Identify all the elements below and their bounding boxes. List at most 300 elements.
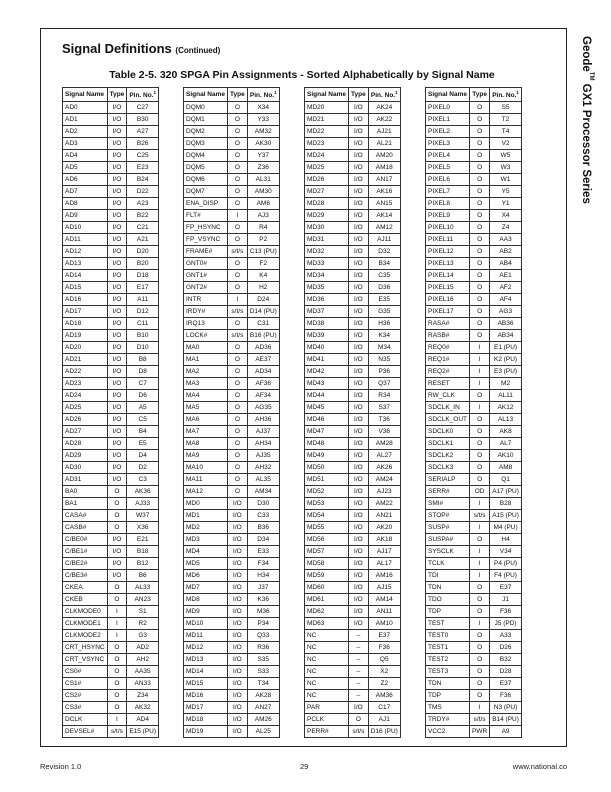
signal-type: I/O — [349, 342, 369, 354]
pin-number: AH32 — [247, 462, 279, 474]
signal-name: MD14 — [184, 666, 228, 678]
signal-name: PIXEL7 — [426, 186, 470, 198]
signal-name: DCLK — [63, 714, 108, 726]
signal-name: TEST2 — [426, 654, 470, 666]
pin-number: AM16 — [368, 570, 400, 582]
signal-type: s/t/s — [228, 330, 248, 342]
pin-number: E15 (PU) — [127, 726, 159, 738]
pin-number: W1 — [490, 174, 522, 186]
table-row — [305, 294, 401, 306]
signal-name: MD36 — [305, 294, 349, 306]
signal-name: CRT_HSYNC — [63, 642, 108, 654]
pin-number: R36 — [247, 642, 279, 654]
table-row — [63, 150, 159, 162]
signal-type: O — [470, 210, 490, 222]
signal-type: I/O — [107, 366, 127, 378]
table-row — [63, 234, 159, 246]
signal-type: I/O — [349, 546, 369, 558]
signal-type: I/O — [349, 402, 369, 414]
section-title-text: Signal Definitions — [62, 41, 172, 56]
signal-type: I/O — [349, 606, 369, 618]
table-row — [305, 546, 401, 558]
signal-type: -- — [349, 690, 369, 702]
signal-name: DQM2 — [184, 126, 228, 138]
table-row — [184, 258, 280, 270]
pin-number: V36 — [368, 426, 400, 438]
col-pin-no — [247, 88, 279, 102]
table-row — [184, 558, 280, 570]
signal-type: I/O — [349, 306, 369, 318]
table-row — [184, 150, 280, 162]
signal-name: SDCLK_OUT — [426, 414, 470, 426]
table-row — [305, 198, 401, 210]
signal-type: O — [470, 426, 490, 438]
table-row — [426, 222, 522, 234]
signal-name: MA3 — [184, 378, 228, 390]
pin-number: AH34 — [247, 438, 279, 450]
table-row — [63, 534, 159, 546]
signal-name: TDN — [426, 582, 470, 594]
signal-name: AD10 — [63, 222, 108, 234]
table-row — [426, 582, 522, 594]
signal-name: MA10 — [184, 462, 228, 474]
signal-name: MD19 — [184, 726, 228, 738]
signal-name: TRDY# — [426, 714, 470, 726]
pin-number: D12 — [127, 306, 159, 318]
signal-name: MD44 — [305, 390, 349, 402]
signal-type: I — [107, 606, 127, 618]
signal-type: O — [107, 642, 127, 654]
table-row — [305, 210, 401, 222]
signal-name: PIXEL8 — [426, 198, 470, 210]
signal-type: O — [107, 678, 127, 690]
signal-type: I — [470, 342, 490, 354]
signal-name: MD40 — [305, 342, 349, 354]
signal-type: -- — [349, 666, 369, 678]
table-row — [184, 366, 280, 378]
signal-type: I/O — [107, 234, 127, 246]
signal-type: O — [228, 114, 248, 126]
signal-name: TDO — [426, 594, 470, 606]
signal-name: PIXEL12 — [426, 246, 470, 258]
signal-name: TEST0 — [426, 630, 470, 642]
table-row — [426, 570, 522, 582]
table-row — [63, 606, 159, 618]
table-row — [63, 510, 159, 522]
signal-name: SUSP# — [426, 522, 470, 534]
table-row — [426, 642, 522, 654]
signal-type: -- — [349, 654, 369, 666]
signal-name: MD43 — [305, 378, 349, 390]
signal-name: TEST1 — [426, 642, 470, 654]
table-row — [426, 630, 522, 642]
table-row — [305, 342, 401, 354]
pin-number: AK28 — [247, 690, 279, 702]
pin-number: D20 — [127, 246, 159, 258]
header-row — [63, 88, 159, 102]
table-row — [426, 690, 522, 702]
signal-name: AD23 — [63, 378, 108, 390]
signal-type: O — [470, 582, 490, 594]
table-row — [426, 402, 522, 414]
table-row — [305, 462, 401, 474]
pin-number: C25 — [127, 150, 159, 162]
pin-number: AK22 — [368, 114, 400, 126]
table-row — [184, 654, 280, 666]
signal-type: I/O — [349, 486, 369, 498]
table-row — [184, 270, 280, 282]
signal-type: I/O — [228, 666, 248, 678]
pin-number: AM6 — [247, 198, 279, 210]
signal-type: s/t/s — [470, 714, 490, 726]
pin-number: D36 — [368, 282, 400, 294]
table-row — [63, 246, 159, 258]
signal-name: SMI# — [426, 498, 470, 510]
pin-number: D2 — [127, 462, 159, 474]
signal-name: MA7 — [184, 426, 228, 438]
col-signal-name: Signal Name — [426, 88, 470, 102]
pin-number: AL35 — [247, 474, 279, 486]
signal-name: SDCLK3 — [426, 462, 470, 474]
table-row — [426, 474, 522, 486]
signal-type: O — [470, 150, 490, 162]
signal-type: O — [228, 462, 248, 474]
pin-number: B30 — [127, 114, 159, 126]
pin-number: AM28 — [368, 438, 400, 450]
signal-name: BA0 — [63, 486, 108, 498]
table-row — [305, 438, 401, 450]
signal-name: MD28 — [305, 198, 349, 210]
signal-name: MD27 — [305, 186, 349, 198]
signal-type: O — [470, 642, 490, 654]
signal-name: MD46 — [305, 414, 349, 426]
signal-type: O — [470, 198, 490, 210]
signal-type: I/O — [228, 642, 248, 654]
pin-number: E37 — [368, 630, 400, 642]
table-row — [184, 714, 280, 726]
signal-name: CASB# — [63, 522, 108, 534]
signal-type: O — [470, 450, 490, 462]
signal-type: I/O — [228, 606, 248, 618]
pin-number: X34 — [247, 102, 279, 114]
table-row — [184, 630, 280, 642]
signal-type: I/O — [228, 522, 248, 534]
table-row — [305, 150, 401, 162]
signal-name: MD25 — [305, 162, 349, 174]
pin-number: K2 (PU) — [490, 354, 522, 366]
signal-name: MA11 — [184, 474, 228, 486]
table-row — [305, 498, 401, 510]
col-signal-name: Signal Name — [63, 88, 108, 102]
signal-type: I/O — [349, 354, 369, 366]
signal-name: SDCLK2 — [426, 450, 470, 462]
signal-type: I/O — [349, 534, 369, 546]
signal-name: DQM0 — [184, 102, 228, 114]
pin-number: D22 — [127, 186, 159, 198]
signal-name: SDCLK0 — [426, 426, 470, 438]
signal-type: PWR — [470, 726, 490, 738]
pin-number: AG3 — [490, 306, 522, 318]
table-row — [184, 594, 280, 606]
signal-type: I — [470, 402, 490, 414]
table-row — [426, 114, 522, 126]
signal-name: AD18 — [63, 318, 108, 330]
signal-type: I/O — [107, 534, 127, 546]
col-type: Type — [107, 88, 127, 102]
signal-type: O — [228, 474, 248, 486]
signal-name: MA4 — [184, 390, 228, 402]
pin-number: AL21 — [368, 138, 400, 150]
table-row — [305, 414, 401, 426]
signal-name: CS3# — [63, 702, 108, 714]
signal-type: I/O — [228, 714, 248, 726]
pin-number: D14 (PU) — [247, 306, 279, 318]
signal-name: PIXEL11 — [426, 234, 470, 246]
signal-name: SYSCLK — [426, 546, 470, 558]
pin-number: S1 — [127, 606, 159, 618]
pin-number: AN23 — [127, 594, 159, 606]
signal-name: AD4 — [63, 150, 108, 162]
signal-type: I/O — [107, 474, 127, 486]
signal-name: AD5 — [63, 162, 108, 174]
pin-number: AM20 — [368, 150, 400, 162]
table-row — [184, 114, 280, 126]
signal-type: I/O — [349, 474, 369, 486]
signal-type: O — [228, 402, 248, 414]
pin-number: AE37 — [247, 354, 279, 366]
signal-type: O — [228, 354, 248, 366]
table-row — [63, 462, 159, 474]
signal-type: I/O — [349, 558, 369, 570]
signal-type: O — [228, 150, 248, 162]
table-row — [63, 102, 159, 114]
signal-name: MD31 — [305, 234, 349, 246]
signal-name: AD19 — [63, 330, 108, 342]
signal-type: O — [470, 174, 490, 186]
signal-name: DQM3 — [184, 138, 228, 150]
signal-name: BA1 — [63, 498, 108, 510]
signal-type: I/O — [107, 270, 127, 282]
table-row — [63, 618, 159, 630]
table-row — [184, 354, 280, 366]
signal-name: MD8 — [184, 594, 228, 606]
pin-number: S33 — [247, 666, 279, 678]
table-row — [184, 234, 280, 246]
table-row — [184, 666, 280, 678]
signal-name: MD23 — [305, 138, 349, 150]
pin-number: C21 — [127, 222, 159, 234]
col-pin-label: Pin. No. — [249, 92, 275, 100]
signal-type: I/O — [107, 282, 127, 294]
pin-number: B28 — [490, 498, 522, 510]
signal-name: CLKMODE0 — [63, 606, 108, 618]
signal-name: MD16 — [184, 690, 228, 702]
signal-name: INTR — [184, 294, 228, 306]
pin-number: AK18 — [368, 534, 400, 546]
pin-number: S35 — [247, 654, 279, 666]
signal-name: NC — [305, 666, 349, 678]
pin-number: D28 — [490, 666, 522, 678]
signal-type: I/O — [349, 462, 369, 474]
table-row — [63, 258, 159, 270]
pin-number: D10 — [127, 342, 159, 354]
table-row — [63, 270, 159, 282]
pin-number: Y1 — [490, 198, 522, 210]
pin-number: K36 — [247, 594, 279, 606]
table-row — [305, 666, 401, 678]
pin-number: AL7 — [490, 438, 522, 450]
signal-type: O — [470, 678, 490, 690]
table-row — [63, 594, 159, 606]
signal-name: AD30 — [63, 462, 108, 474]
signal-type: I — [228, 294, 248, 306]
signal-type: O — [470, 222, 490, 234]
signal-name: TDP — [426, 606, 470, 618]
signal-name: CS2# — [63, 690, 108, 702]
table-row — [63, 702, 159, 714]
table-row — [426, 246, 522, 258]
table-row — [184, 186, 280, 198]
pin-number: Y37 — [247, 150, 279, 162]
signal-name: PIXEL17 — [426, 306, 470, 318]
signal-name: AD8 — [63, 198, 108, 210]
col-pin-no — [490, 88, 522, 102]
signal-name: MD45 — [305, 402, 349, 414]
signal-type: s/t/s — [349, 726, 369, 738]
signal-name: PIXEL4 — [426, 150, 470, 162]
table-row — [63, 714, 159, 726]
pin-number: A27 — [127, 126, 159, 138]
footnote-marker: 1 — [516, 89, 519, 95]
pin-number: AK12 — [490, 402, 522, 414]
signal-type: O — [470, 162, 490, 174]
signal-name: MD48 — [305, 438, 349, 450]
table-row — [184, 126, 280, 138]
pin-number: AM32 — [247, 126, 279, 138]
pin-number: K4 — [247, 270, 279, 282]
signal-name: REQ1# — [426, 354, 470, 366]
signal-type: I/O — [107, 546, 127, 558]
footer-page-number: 29 — [300, 762, 309, 771]
pin-number: F2 — [247, 258, 279, 270]
signal-name: PIXEL10 — [426, 222, 470, 234]
pin-number: AL27 — [368, 450, 400, 462]
signal-name: PIXEL13 — [426, 258, 470, 270]
signal-type: O — [107, 486, 127, 498]
table-row — [426, 330, 522, 342]
pin-number: C35 — [368, 270, 400, 282]
signal-type: I/O — [107, 342, 127, 354]
table-caption: Table 2-5. 320 SPGA Pin Assignments - Sorted Alphabetically by Signal Name — [109, 69, 495, 81]
signal-name: MD26 — [305, 174, 349, 186]
pin-number: B10 — [127, 330, 159, 342]
table-row — [305, 366, 401, 378]
signal-type: I/O — [107, 378, 127, 390]
table-row — [305, 474, 401, 486]
table-row — [63, 570, 159, 582]
table-row — [426, 174, 522, 186]
pin-number: B36 — [247, 522, 279, 534]
table-row — [426, 366, 522, 378]
signal-name: AD25 — [63, 402, 108, 414]
signal-name: CASA# — [63, 510, 108, 522]
pin-number: AL11 — [490, 390, 522, 402]
pin-number: AA35 — [127, 666, 159, 678]
pin-number: P2 — [247, 234, 279, 246]
signal-type: I/O — [107, 174, 127, 186]
table-row — [305, 642, 401, 654]
signal-type: O — [107, 654, 127, 666]
signal-name: RASA# — [426, 318, 470, 330]
signal-name: GNT1# — [184, 270, 228, 282]
signal-type: -- — [349, 678, 369, 690]
signal-name: MD34 — [305, 270, 349, 282]
signal-type: I/O — [107, 426, 127, 438]
signal-type: I/O — [107, 102, 127, 114]
signal-type: O — [228, 438, 248, 450]
table-row — [184, 474, 280, 486]
table-row — [426, 198, 522, 210]
signal-name: C/BE2# — [63, 558, 108, 570]
pin-number: AN17 — [368, 174, 400, 186]
signal-name: PIXEL0 — [426, 102, 470, 114]
table-row — [184, 726, 280, 738]
table-row — [426, 258, 522, 270]
pin-number: H34 — [247, 570, 279, 582]
signal-type: I/O — [349, 162, 369, 174]
signal-name: FP_VSYNC — [184, 234, 228, 246]
signal-type: O — [470, 258, 490, 270]
signal-type: I/O — [349, 426, 369, 438]
signal-type: O — [228, 486, 248, 498]
table-row — [305, 102, 401, 114]
signal-name: C/BE1# — [63, 546, 108, 558]
signal-name: RASB# — [426, 330, 470, 342]
pin-number: M2 — [490, 378, 522, 390]
pin-number: F36 — [490, 690, 522, 702]
pin-number: AJ37 — [247, 426, 279, 438]
pin-number: A9 — [490, 726, 522, 738]
pin-number: A5 — [127, 402, 159, 414]
pin-number: AN11 — [368, 606, 400, 618]
signal-name: MD55 — [305, 522, 349, 534]
signal-name: MD61 — [305, 594, 349, 606]
signal-name: PIXEL16 — [426, 294, 470, 306]
table-row — [184, 426, 280, 438]
signal-name: TDN — [426, 678, 470, 690]
signal-type: O — [228, 198, 248, 210]
table-row — [63, 630, 159, 642]
signal-type: O — [228, 234, 248, 246]
table-row — [305, 126, 401, 138]
signal-name: MD63 — [305, 618, 349, 630]
signal-type: I/O — [107, 162, 127, 174]
signal-name: FRAME# — [184, 246, 228, 258]
signal-name: MD35 — [305, 282, 349, 294]
pin-number: AN15 — [368, 198, 400, 210]
table-row — [305, 114, 401, 126]
table-row — [426, 342, 522, 354]
table-row — [184, 462, 280, 474]
pin-number: AF4 — [490, 294, 522, 306]
pin-number: C27 — [127, 102, 159, 114]
signal-type: I/O — [228, 546, 248, 558]
col-pin-label: Pin. No. — [370, 92, 396, 100]
signal-type: I/O — [349, 186, 369, 198]
pin-number: AJ3 — [247, 210, 279, 222]
signal-name: C/BE0# — [63, 534, 108, 546]
pin-number: AL31 — [247, 174, 279, 186]
